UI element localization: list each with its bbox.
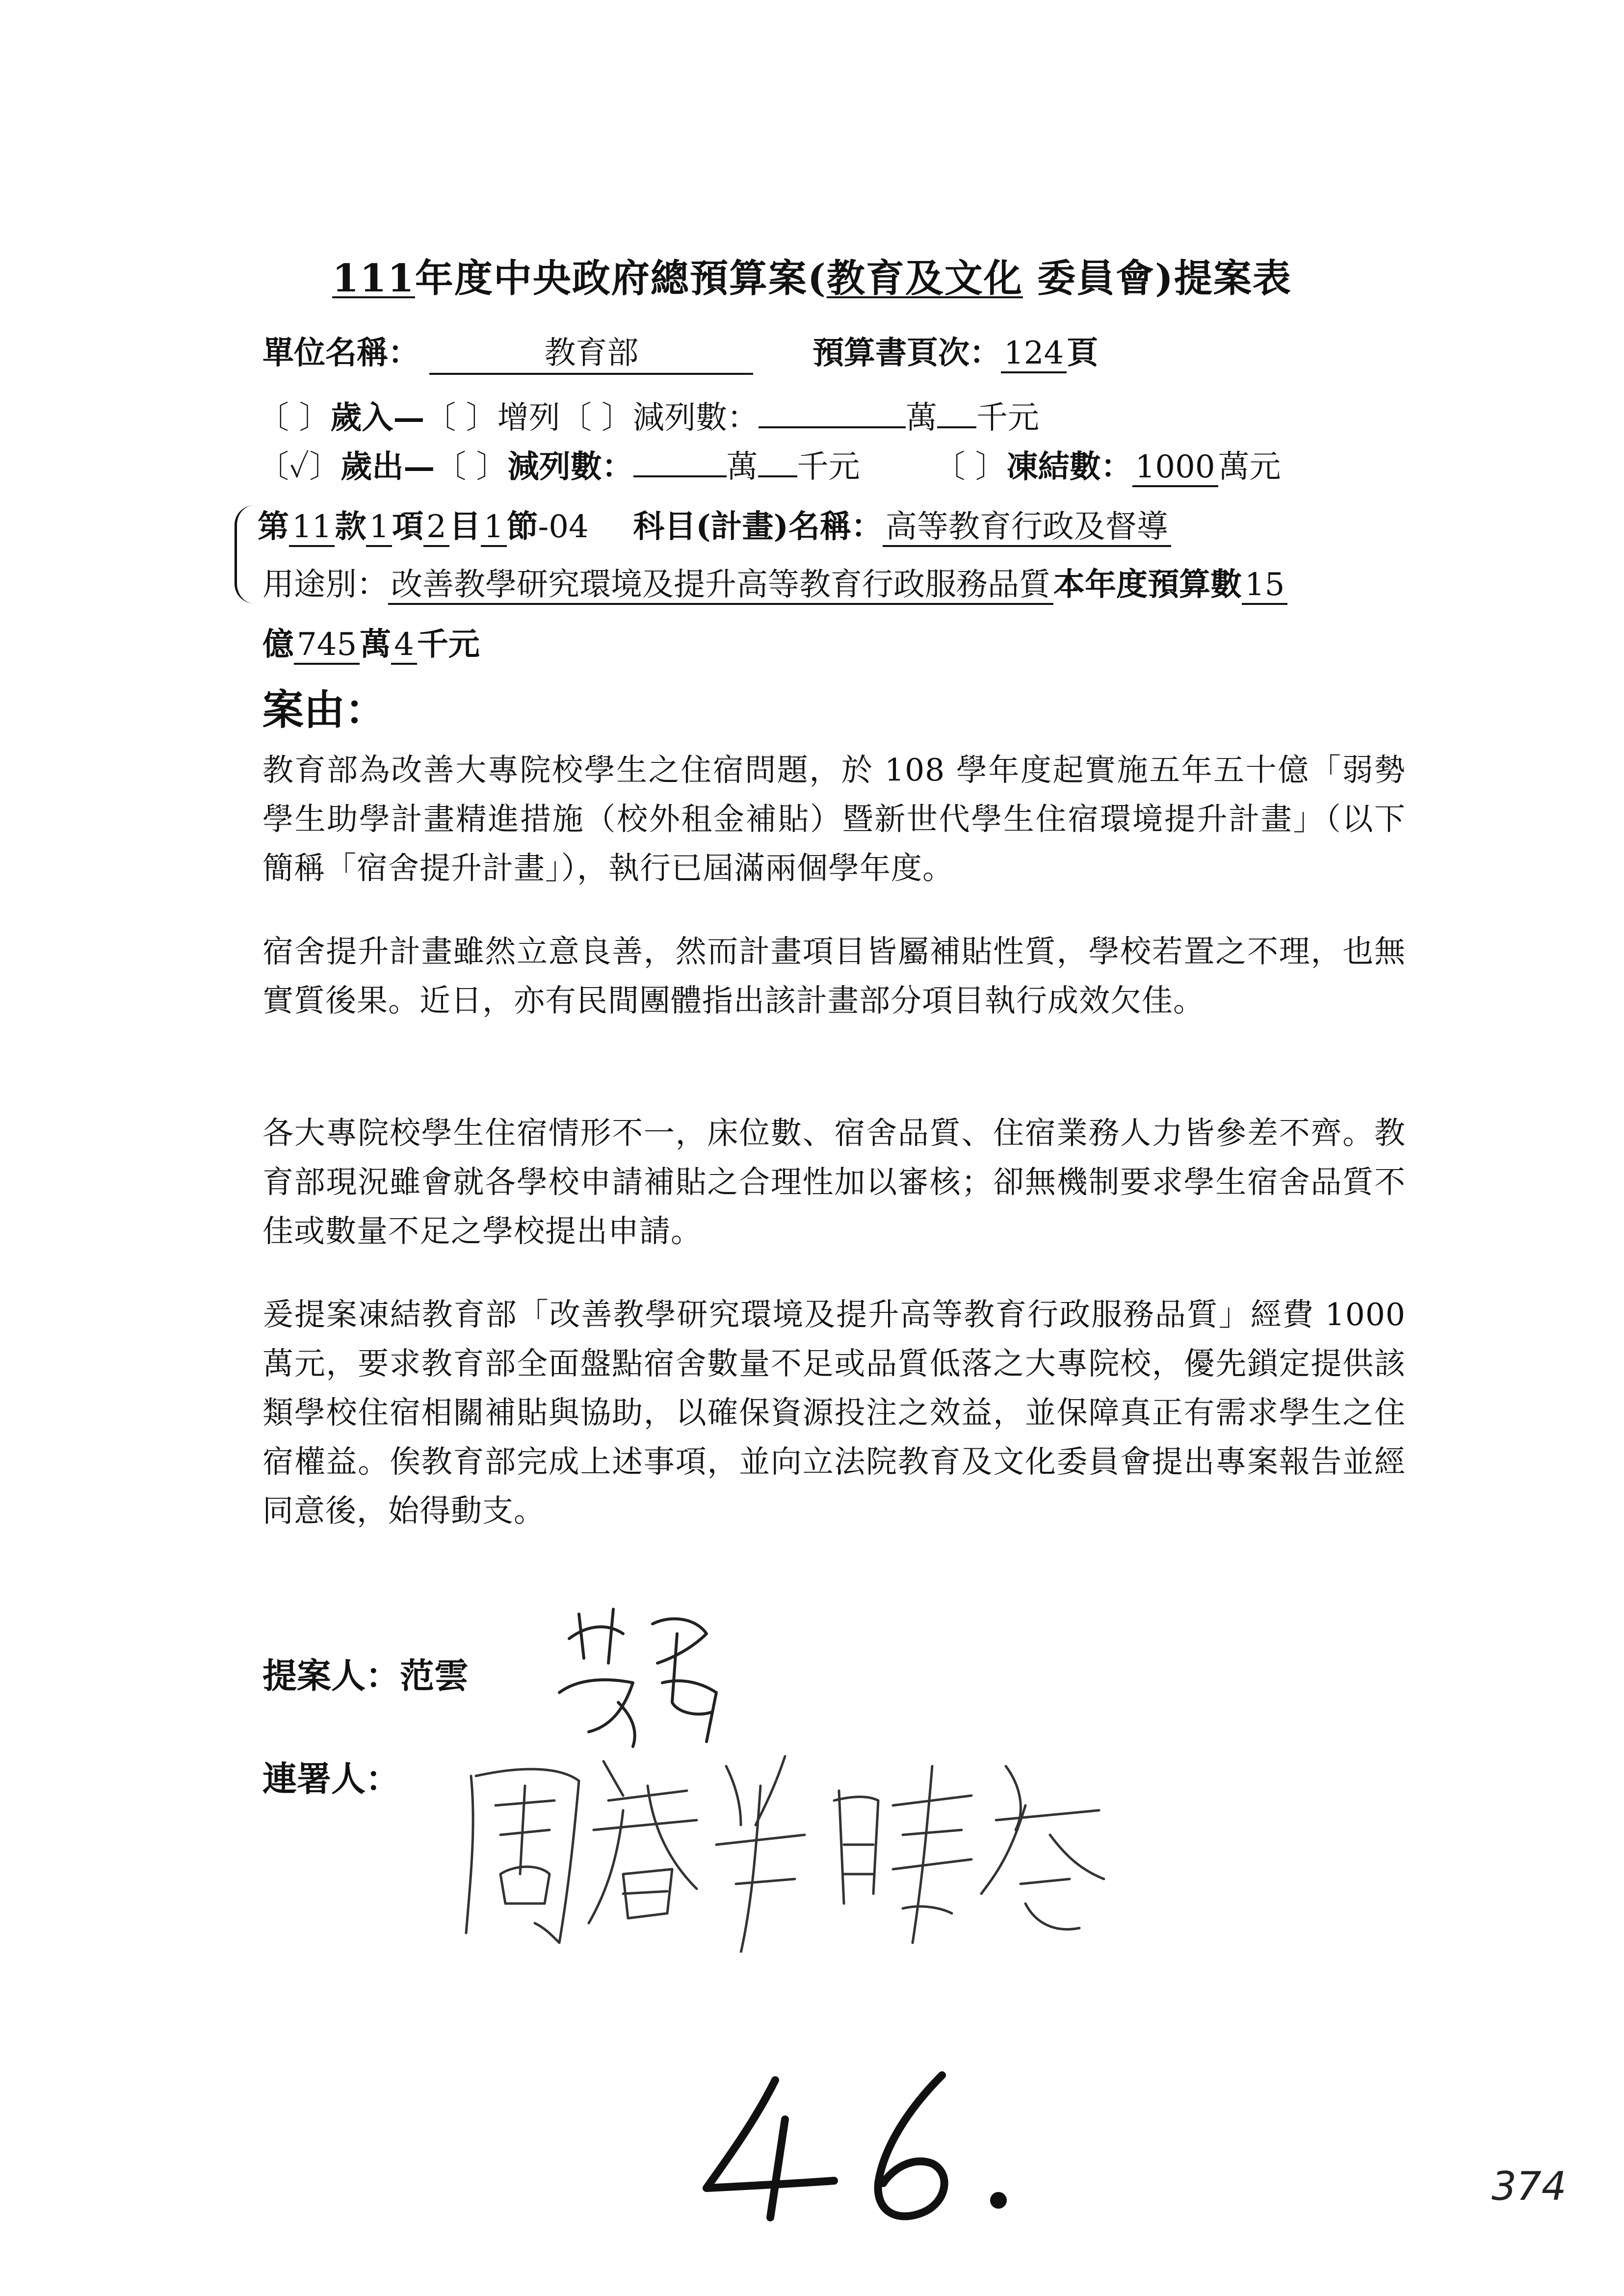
expense-checkbox[interactable]: 〔✓〕 — [258, 449, 341, 485]
purpose-value: 改善教學研究環境及提升高等教育行政服務品質 — [388, 567, 1053, 605]
subject-value: 高等教育行政及督導 — [883, 509, 1171, 547]
purpose-label: 用途別： — [262, 567, 388, 603]
proposer-label: 提案人： — [262, 1655, 400, 1696]
page-number: 374 — [1492, 2164, 1567, 2209]
unit-line — [262, 328, 1098, 375]
budget-yi-value: 15 — [1242, 567, 1287, 605]
title-committee: 教育及文化 — [826, 256, 1023, 301]
expense-wan-blank[interactable] — [633, 450, 727, 477]
item-xiang-value: 1 — [366, 509, 392, 547]
freeze-value: 1000 — [1132, 449, 1218, 487]
item-kuan-label: 款 — [335, 508, 367, 545]
item-xiang-label: 項 — [392, 508, 424, 545]
freeze-checkbox[interactable]: 〔 〕 — [934, 449, 1007, 485]
expense-label: 歲出— — [341, 448, 435, 485]
expense-decrease-checkbox[interactable]: 〔 〕 — [435, 449, 508, 485]
reason-heading: 案由： — [262, 685, 387, 734]
proposer-line — [262, 1648, 469, 1698]
freeze-unit: 萬元 — [1218, 449, 1281, 485]
cosigner-signatures — [461, 1747, 1138, 1953]
income-decrease-option[interactable]: 〔 〕減列數： — [560, 400, 759, 436]
item-di: 第 — [258, 508, 289, 545]
budget-amount-label: 本年度預算數 — [1053, 566, 1242, 603]
budget-yi-label: 億 — [262, 626, 294, 663]
income-wan-blank[interactable] — [759, 401, 906, 428]
item-jie-suffix: -04 — [538, 509, 589, 545]
unit-label: 單位名稱： — [262, 335, 419, 371]
unit-value: 教育部 — [429, 328, 753, 375]
income-label: 歲入— — [330, 399, 425, 436]
income-line — [258, 392, 1039, 438]
budget-wan-value: 745 — [294, 626, 360, 665]
income-increase-option[interactable]: 〔 〕增列 — [424, 400, 560, 436]
reason-paragraph-4: 爰提案凍結教育部「改善教學研究環境及提升高等教育行政服務品質」經費 1000 萬元，要求教育部全面盤點宿舍數量不足或品質低落之大專院校，優先鎖定提供該類學校住宿相關補貼與協助，以確保資源投注之效益，並保障真正有需求學生之住宿權益。俟教育部完成上述事項，並向立法院教育及文化委員會提出專案報告並經同意後，始得動支。 — [262, 1297, 1406, 1529]
item-kuan-value: 11 — [289, 509, 335, 547]
proposer-signature — [550, 1604, 726, 1751]
income-qian-blank[interactable] — [937, 401, 976, 428]
income-qian-unit: 千元 — [976, 400, 1040, 436]
item-jie-label: 節 — [506, 508, 538, 545]
handwritten-page-mark — [687, 2061, 1030, 2237]
item-line — [258, 501, 1171, 547]
reason-paragraph-3: 各大專院校學生住宿情形不一，床位數、宿舍品質、住宿業務人力皆參差不齊。教育部現況雖會就各學校申請補貼之合理性加以審核；卻無機制要求學生宿舍品質不佳或數量不足之學校提出申請。 — [262, 1115, 1406, 1249]
item-brace — [235, 505, 257, 603]
subject-label: 科目(計畫)名稱： — [633, 508, 883, 545]
item-mu-label: 目 — [449, 508, 481, 545]
proposer-name: 范雲 — [400, 1655, 469, 1696]
expense-decrease-label: 減列數： — [507, 448, 633, 485]
budget-wan-label: 萬 — [360, 626, 392, 663]
expense-qian-blank[interactable] — [758, 450, 797, 477]
income-checkbox[interactable]: 〔 〕 — [258, 400, 331, 436]
reason-paragraph-1: 教育部為改善大專院校學生之住宿問題，於 108 學年度起實施五年五十億「弱勢學生助學計畫精進措施（校外租金補貼）暨新世代學生住宿環境提升計畫」（以下簡稱「宿舍提升計畫」），執行已屆滿兩個學年度。 — [262, 752, 1406, 886]
reason-paragraph-2: 宿舍提升計畫雖然立意良善，然而計畫項目皆屬補貼性質，學校若置之不理，也無實質後果。近日，亦有民間團體指出該計畫部分項目執行成效欠佳。 — [262, 934, 1406, 1018]
budget-page-label: 預算書頁次： — [812, 335, 1001, 371]
purpose-line — [262, 559, 1287, 604]
title-post: 委員會)提案表 — [1022, 256, 1292, 301]
expense-qian-unit: 千元 — [797, 449, 860, 485]
title-year: 111 — [332, 256, 415, 301]
item-mu-value: 2 — [423, 509, 449, 547]
income-wan-unit: 萬 — [906, 400, 938, 436]
title-pre: 年度中央政府總預算案( — [415, 256, 827, 301]
budget-page-value: 124 — [1001, 335, 1067, 373]
budget-amount-line — [262, 619, 480, 664]
page-title — [0, 248, 1624, 303]
expense-line — [258, 442, 1281, 487]
cosigner-label: 連署人： — [262, 1758, 400, 1799]
budget-qian-value: 4 — [391, 626, 417, 665]
budget-qian-label: 千元 — [417, 626, 480, 663]
freeze-label: 凍結數： — [1006, 448, 1132, 485]
budget-page-suffix: 頁 — [1067, 335, 1099, 371]
expense-wan-unit: 萬 — [726, 449, 758, 485]
item-jie-value: 1 — [481, 509, 507, 547]
